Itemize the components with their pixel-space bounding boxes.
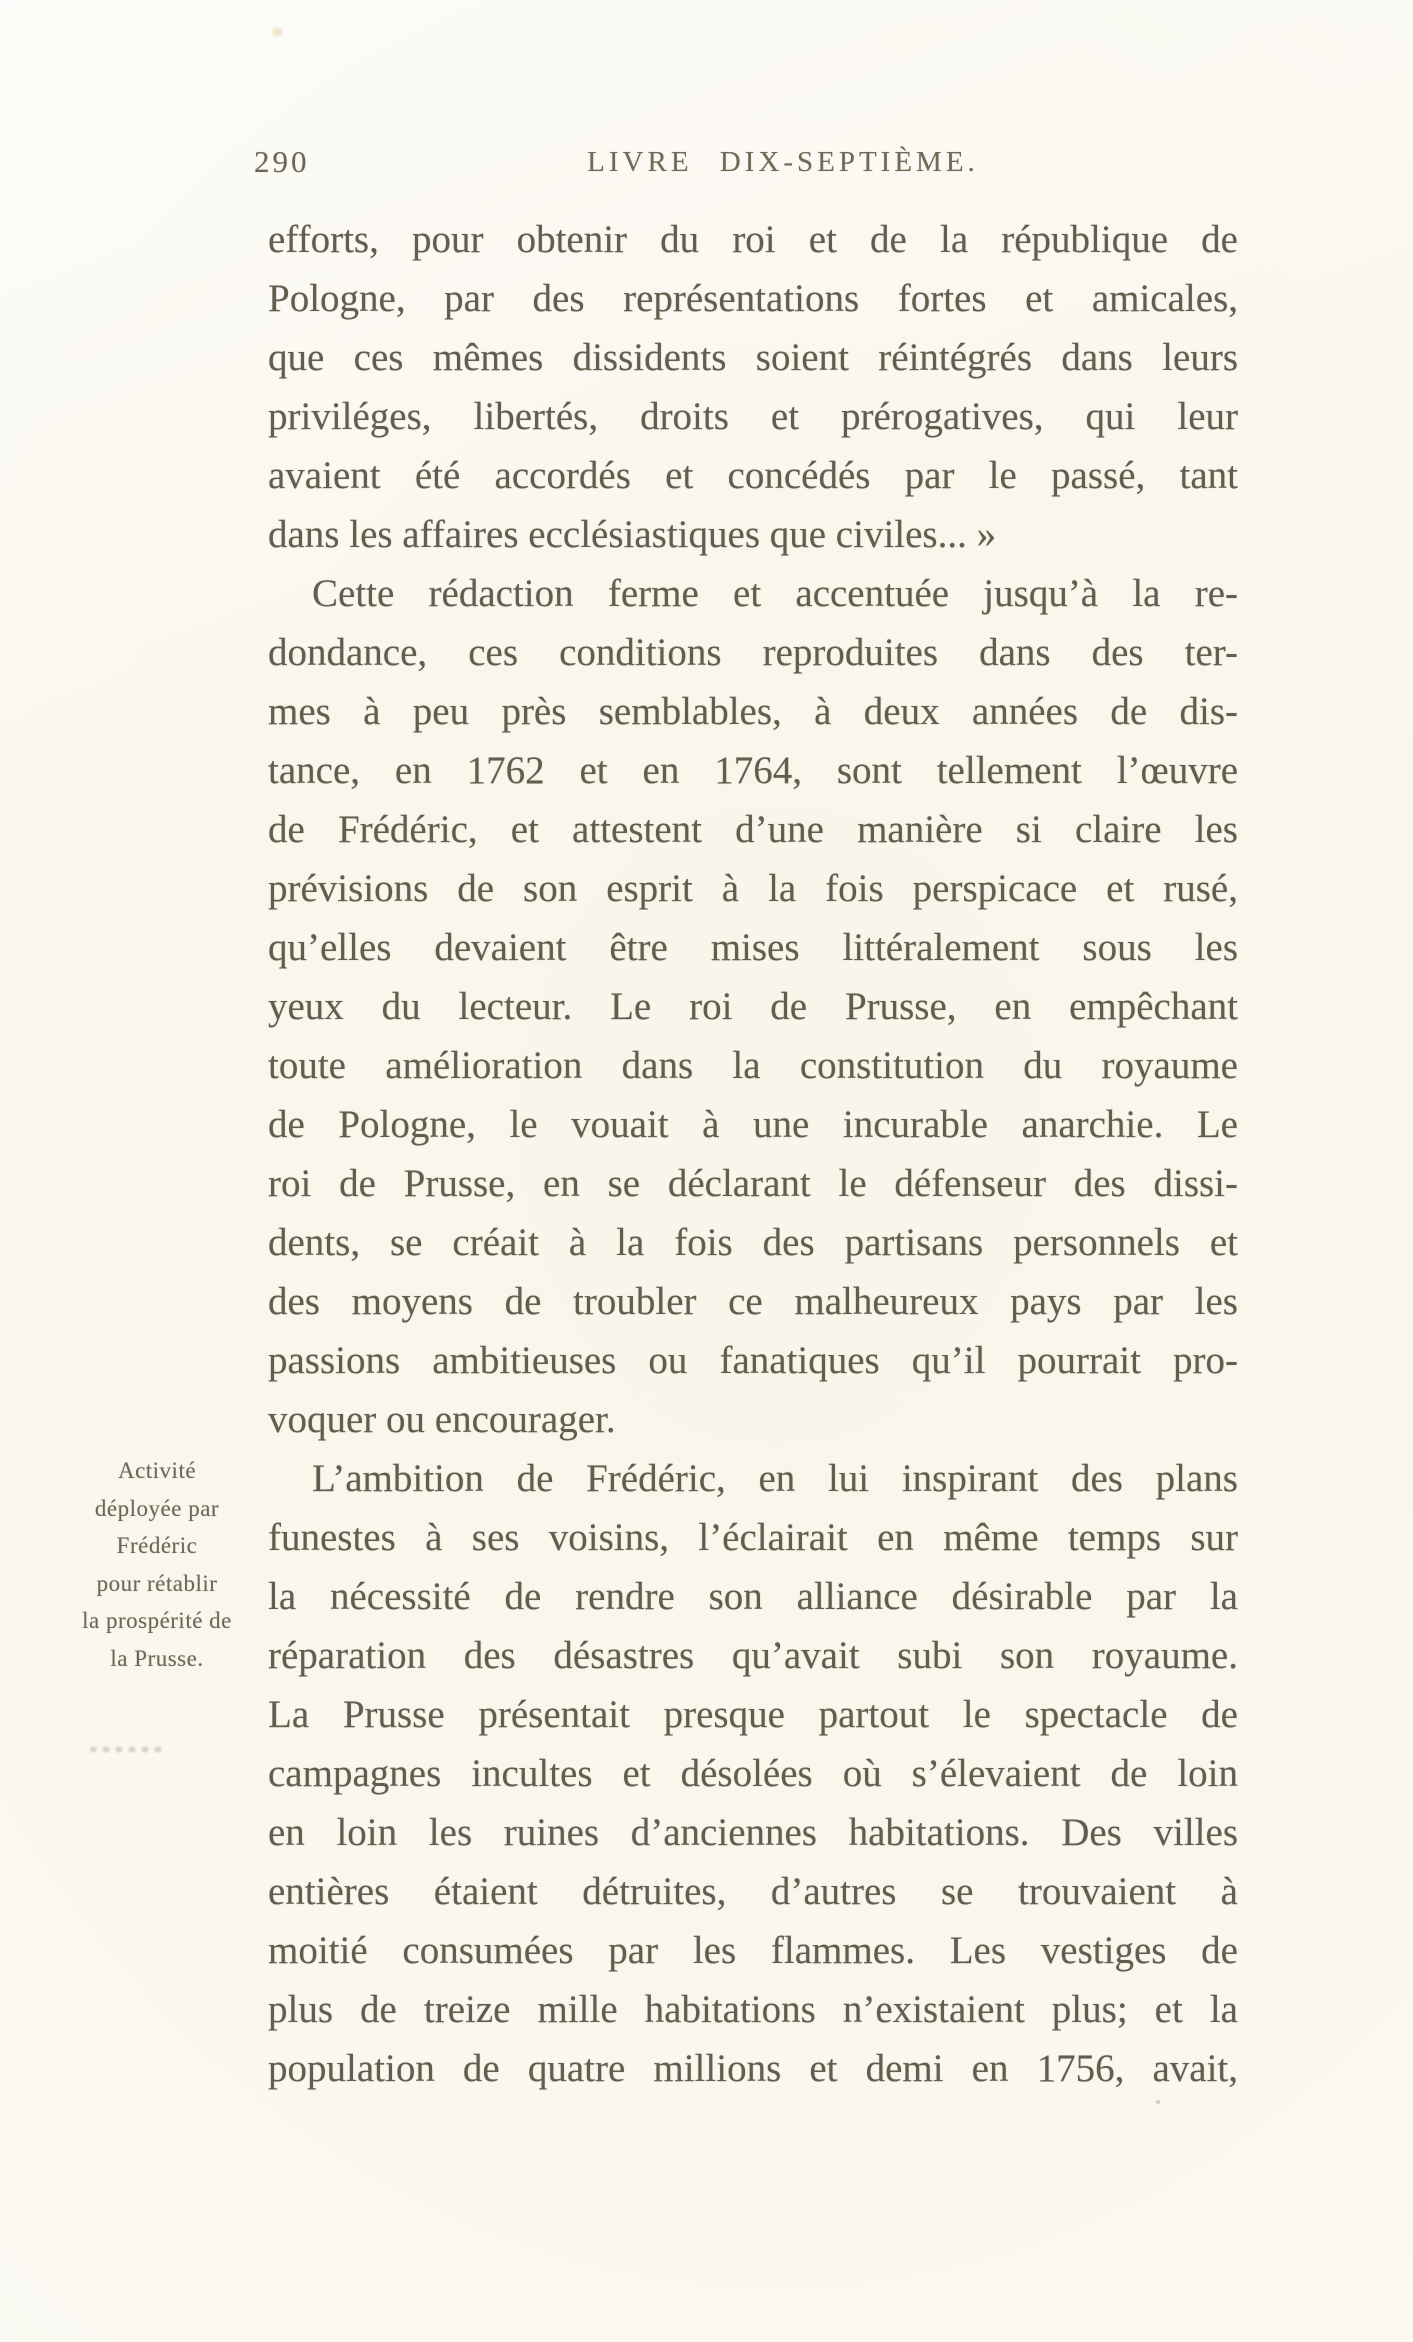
- margin-note-line: pour rétablir: [96, 1570, 218, 1596]
- text-line: plus de treize mille habitations n’existaient plus; et la: [268, 1988, 1238, 2031]
- text-line: campagnes incultes et désolées où s’élevaient de loin: [268, 1752, 1238, 1795]
- body-text-block: [268, 210, 1238, 2098]
- text-line: avaient été accordés et concédés par le passé, tant: [268, 454, 1238, 497]
- text-line: toute amélioration dans la constitution du royaume: [268, 1044, 1238, 1087]
- ink-dot: [1156, 2100, 1160, 2104]
- text-line: mes à peu près semblables, à deux années de dis-: [268, 690, 1238, 733]
- margin-note: [38, 1452, 276, 1677]
- margin-note-line: Frédéric: [116, 1533, 198, 1558]
- text-line: moitié consumées par les flammes. Les vestiges de: [268, 1929, 1238, 1972]
- text-line: qu’elles devaient être mises littéralement sous les: [268, 926, 1238, 969]
- text-line: roi de Prusse, en se déclarant le défenseur des dissi-: [268, 1162, 1238, 1205]
- text-line: dondance, ces conditions reproduites dans des ter-: [268, 631, 1238, 674]
- text-line: efforts, pour obtenir du roi et de la république de: [268, 218, 1238, 261]
- text-line: prévisions de son esprit à la fois perspicace et rusé,: [268, 867, 1238, 910]
- margin-note-line: Activité: [117, 1458, 197, 1483]
- text-line: que ces mêmes dissidents soient réintégrés dans leurs: [268, 336, 1238, 379]
- text-line: voquer ou encourager.: [268, 1398, 616, 1441]
- running-header: LIVRE DIX-SEPTIÈME.: [587, 146, 979, 178]
- paper-speck: [272, 28, 283, 36]
- text-line: priviléges, libertés, droits et prérogatives, qui leur: [268, 395, 1238, 438]
- margin-note-line: déployée par: [94, 1495, 220, 1521]
- text-line: en loin les ruines d’anciennes habitations. Des villes: [268, 1811, 1238, 1854]
- text-line: funestes à ses voisins, l’éclairait en même temps sur: [268, 1516, 1238, 1559]
- margin-note-line: la Prusse.: [110, 1645, 204, 1671]
- text-line: entières étaient détruites, d’autres se trouvaient à: [268, 1870, 1238, 1913]
- text-line: yeux du lecteur. Le roi de Prusse, en empêchant: [268, 985, 1238, 1028]
- text-line: de Frédéric, et attestent d’une manière si claire les: [268, 808, 1238, 851]
- page-number: 290: [254, 144, 310, 179]
- text-line: la nécessité de rendre son alliance désirable par la: [268, 1575, 1238, 1618]
- text-line: passions ambitieuses ou fanatiques qu’il pourrait pro-: [268, 1339, 1238, 1382]
- text-line: dans les affaires ecclésiastiques que civiles... »: [268, 513, 997, 556]
- margin-note-line: la prospérité de: [82, 1608, 232, 1633]
- text-line: tance, en 1762 et en 1764, sont tellement l’œuvre: [268, 749, 1238, 792]
- text-line: La Prusse présentait presque partout le spectacle de: [268, 1693, 1238, 1736]
- text-line: L’ambition de Frédéric, en lui inspirant des plans: [312, 1457, 1238, 1500]
- text-line: Pologne, par des représentations fortes et amicales,: [268, 277, 1238, 320]
- scan-smudge: [90, 1747, 164, 1752]
- text-line: population de quatre millions et demi en 1756, avait,: [268, 2047, 1238, 2090]
- text-line: de Pologne, le vouait à une incurable anarchie. Le: [268, 1103, 1238, 1146]
- text-line: dents, se créait à la fois des partisans personnels et: [268, 1221, 1238, 1264]
- text-line: des moyens de troubler ce malheureux pays par les: [268, 1280, 1238, 1323]
- text-line: réparation des désastres qu’avait subi son royaume.: [268, 1634, 1238, 1677]
- text-line: Cette rédaction ferme et accentuée jusqu’à la re-: [312, 572, 1238, 615]
